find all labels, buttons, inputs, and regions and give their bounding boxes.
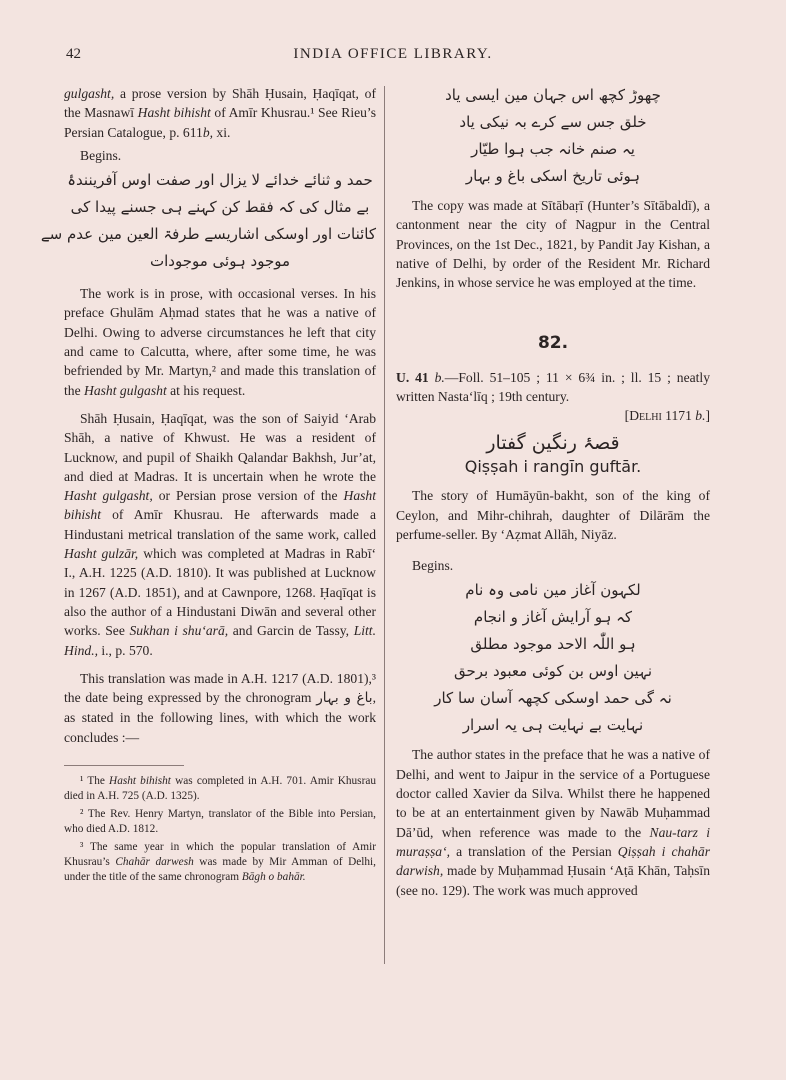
paragraph-author-biography: Shāh Ḥusain, Ḥaqīqat, was the son of Saiyid ‘Arab Shāh, a native of Khwust. He was a resident of Lucknow, and pupil of Shaikh Qalandar Bakhsh, Jur’at, and died at Madras. It is uncertain when he wrote the Hasht gulgasht, or Persian prose version of the Hasht bihisht of Amīr Khusrau. He afterwards made a Hindustani metrical translation of the same work, called Hasht gulzār, which was completed at Madras in Rabī‘ I., A.H. 1225 (A.D. 1810). It was published at Lucknow in 1267 (A.D. 1851), and at Cawnpore, 1268. Ḥaqīqat is also the author of a Hindustani Diwān and several other works. See Sukhan i shu‘arā, and Garcin de Tassy, Litt. Hind., i., p. 570. [64, 410, 376, 658]
paragraph-story-summary: The story of Humāyūn-bakht, son of the king of Ceylon, and Mihr-chihrah, daughter of Dilārām the perfume-seller. By ‘Aẓmat Allāh, Niyāz. [396, 488, 710, 542]
verse-line: نہ گی حمد اوسکی کچھہ آسان سا کار [434, 689, 672, 708]
begins-label: Begins. [412, 558, 454, 574]
verse-line: یہ صنم خانہ جب ہوا طیّار [471, 140, 635, 158]
verse-line: نہایت بے نہایت ہی یہ اسرار [462, 716, 644, 735]
urdu-opening-verse [40, 167, 376, 275]
urdu-closing-verse [396, 82, 710, 190]
page-header [0, 46, 786, 68]
column-divider [384, 86, 385, 964]
paragraph-translation-date: This translation was made in A.H. 1217 (A.D. 1801),³ the date being expressed by the chronogram باغ و بہار, as stated in the following lines, with which the work concludes :— [64, 670, 376, 745]
paragraph-work-description: The work is in prose, with occasional verses. In his preface Ghulām Aḥmad states that he was a native of Delhi. Owing to adverse circumstances he left that city and came to Calcutta, where, after some time, he was befriended by Mr. Martyn,² and made this translation of the Hasht gulgasht at his request. [64, 286, 376, 398]
footnote-2: ² The Rev. Henry Martyn, translator of the Bible into Persian, who died A.D. 1812. [64, 808, 376, 836]
footnote-1: ¹ The Hasht bihisht was completed in A.H. 701. Amir Khusrau died in A.H. 725 (A.D. 1325). [64, 775, 376, 803]
verse-line: کہ ہو آرایش آغاز و انجام [473, 608, 633, 627]
verse-line: نہین اوس بن کوئی معبود برحق [453, 662, 653, 681]
verse-line: ہو اللّٰہ الاحد موجود مطلق [470, 635, 636, 654]
right-column [396, 84, 710, 900]
footnote-rule [64, 765, 184, 766]
verse-line: موجود ہوئی موجودات [149, 252, 290, 271]
title-transliteration: Qiṣṣah i rangīn guftār. [464, 456, 642, 476]
begins-label: Begins. [80, 147, 122, 163]
footnote-3: ³ The same year in which the popular translation of Amir Khusrau’s Chahār darwesh was made by Mir Amman of Delhi, under the title of the same chronogram Bāgh o bahār. [64, 841, 377, 884]
paragraph-author-preface: The author states in the preface that he was a native of Delhi, and went to Jaipur in the service of a Portuguese doctor called Xavier da Silva. Whilst there he happened to be at an entertainment given by Nawāb Muḥammad Dā’ūd, when reference was made to the Nau-tarz i muraṣṣa‘, a translation of the Persian Qiṣṣah i chahār darwish, made by Muḥammad Ḥusain ‘Aṭā Khān, Taḥsīn (see no. 129). The work was much approved [396, 747, 710, 898]
paragraph-continuation: gulgasht, a prose version by Shāh Ḥusain, Ḥaqīqat, of the Masnawī Hasht bihisht of Amīr Khusrau.¹ See Rieu’s Persian Catalogue, p. 611b, xi. [64, 86, 376, 140]
left-column [40, 84, 377, 888]
verse-line: چھوڑ کچھ اس جہان مین ایسی یاد [445, 86, 661, 104]
title-arabic: قصۂ رنگین گفتار [486, 431, 620, 454]
verse-line: لکہون آغاز مین نامی وہ نام [465, 581, 641, 600]
verse-line: کائنات اور اوسکی اشاریسے طرفۃ العین مین عدم سے [40, 225, 376, 244]
running-head: INDIA OFFICE LIBRARY. [293, 46, 493, 62]
verse-line: خلق جس سے کرے بہ نیکی یاد [459, 113, 647, 131]
shelf-mark: [Delhi 1171 b.] [624, 408, 710, 424]
page-number: 42 [66, 46, 81, 62]
verse-line: ہوئی تاریخ اسکی باغ و بہار [465, 167, 641, 185]
verse-line: بے مثال کی کہ فقط کن کہنے ہی جسنے پیدا کی [70, 198, 370, 217]
verse-line: حمد و ثنائے خدائے لا یزال اور صفت اوس آفرینندۂ [67, 171, 373, 190]
paragraph-copy-note: The copy was made at Sītābaṛī (Hunter’s Sītābaldī), a cantonment near the city of Nagpur in the Central Provinces, on the 1st Dec., 1821, by Pandit Jay Kishan, a native of Delhi, by order of the Resident Mr. Richard Jenkins, in whose service he was employed at the time. [396, 198, 710, 291]
manuscript-description: U. 41 b.—Foll. 51–105 ; 11 × 6¾ in. ; ll. 15 ; neatly written Nasta‘līq ; 19th century. [396, 369, 710, 405]
urdu-begins-verse [396, 577, 710, 739]
entry-number: 82. [537, 333, 569, 354]
